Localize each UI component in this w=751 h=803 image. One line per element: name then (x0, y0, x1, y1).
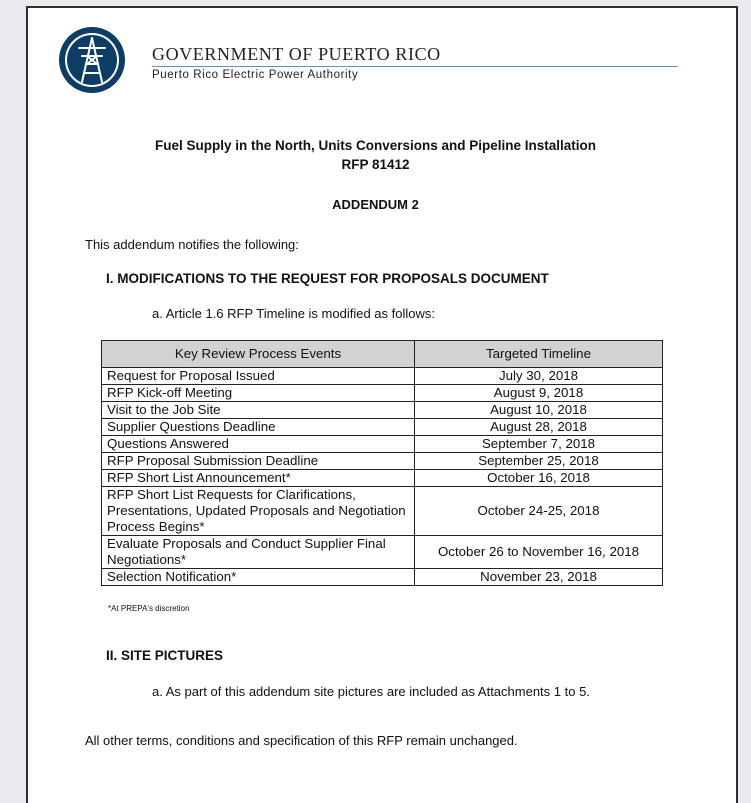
date-cell: September 25, 2018 (415, 453, 663, 470)
date-cell: August 28, 2018 (415, 419, 663, 436)
table-row (102, 569, 663, 586)
table-header-row (102, 341, 663, 368)
table-row (102, 453, 663, 470)
date-cell: July 30, 2018 (415, 368, 663, 385)
date-cell: September 7, 2018 (415, 436, 663, 453)
section-1-heading: I. MODIFICATIONS TO THE REQUEST FOR PROPOSALS DOCUMENT (106, 271, 549, 286)
column-header-events: Key Review Process Events (102, 341, 415, 368)
document-title: Fuel Supply in the North, Units Conversions and Pipeline Installation (154, 138, 597, 153)
event-cell: Questions Answered (102, 436, 415, 453)
date-cell: October 24-25, 2018 (415, 487, 663, 536)
table-row (102, 385, 663, 402)
table-footnote: *At PREPA's discretion (108, 604, 190, 613)
table-row (102, 470, 663, 487)
date-cell: August 10, 2018 (415, 402, 663, 419)
section-2-heading: II. SITE PICTURES (106, 648, 224, 663)
table-row (102, 436, 663, 453)
event-cell: Evaluate Proposals and Conduct Supplier Final Negotiations* (102, 536, 415, 569)
section-2-item-a: a. As part of this addendum site pictures are included as Attachments 1 to 5. (152, 684, 590, 699)
date-cell: August 9, 2018 (415, 385, 663, 402)
rfp-number: RFP 81412 (341, 157, 410, 172)
table-row (102, 368, 663, 385)
table-row (102, 419, 663, 436)
table-row (102, 402, 663, 419)
event-cell: Visit to the Job Site (102, 402, 415, 419)
event-cell: Request for Proposal Issued (102, 368, 415, 385)
organization-name: GOVERNMENT OF PUERTO RICO (152, 44, 441, 64)
table-row (102, 487, 663, 536)
event-cell: Supplier Questions Deadline (102, 419, 415, 436)
organization-subtitle: Puerto Rico Electric Power Authority (152, 69, 359, 81)
timeline-body (102, 368, 663, 586)
date-cell: November 23, 2018 (415, 569, 663, 586)
header-rule (152, 66, 678, 67)
event-cell: Selection Notification* (102, 569, 415, 586)
date-cell: October 16, 2018 (415, 470, 663, 487)
event-cell: RFP Proposal Submission Deadline (102, 453, 415, 470)
event-cell: RFP Kick-off Meeting (102, 385, 415, 402)
timeline-table (101, 340, 663, 586)
closing-text: All other terms, conditions and specification of this RFP remain unchanged. (85, 733, 518, 748)
event-cell: RFP Short List Requests for Clarifications, Presentations, Updated Proposals and Negotiation Process Begins* (102, 487, 415, 536)
column-header-timeline: Targeted Timeline (415, 341, 663, 368)
section-1-item-a: a. Article 1.6 RFP Timeline is modified as follows: (152, 306, 435, 321)
date-cell: October 26 to November 16, 2018 (415, 536, 663, 569)
addendum-label: ADDENDUM 2 (332, 197, 419, 212)
event-cell: RFP Short List Announcement* (102, 470, 415, 487)
table-row (102, 536, 663, 569)
transmission-tower-seal-icon (58, 26, 126, 94)
intro-text: This addendum notifies the following: (85, 237, 299, 252)
